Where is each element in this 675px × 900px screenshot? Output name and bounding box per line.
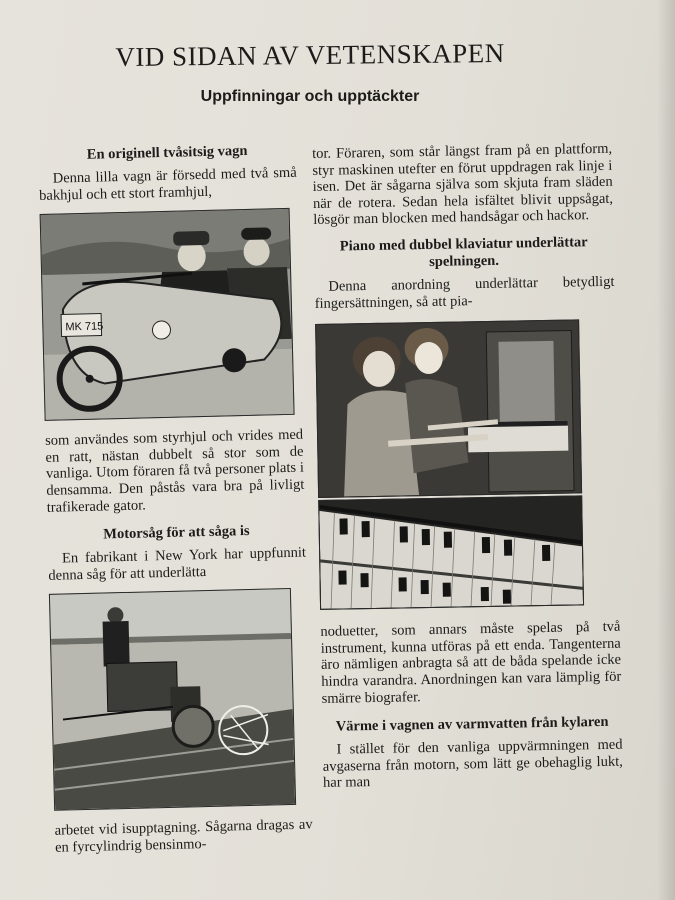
heading-two-seat-car: En originell tvåsitsig vagn [86,142,248,163]
photo-ice-saw [49,588,296,811]
page-subtitle: Uppfinningar och upptäckter [200,88,420,105]
heading-double-piano: Piano med dubbel klaviatur underlättar spelningen. [339,234,588,270]
photo-piano-players [315,320,582,499]
right-column [312,141,623,792]
double-piano-body: noduetter, som annars måste spelas på två instrument, kunna utföras på ett enda. Tangenterna äro nämligen anbragta så att de båda spelande icke hindra varandra. Anordningen kan vara lämplig för smärre biografer. [320,618,622,707]
license-plate-text: MK 715 [65,320,104,334]
double-keyboard-illustration [319,497,583,610]
double-piano-intro: Denna anordning underlättar betydligt fingersättningen, så att pia- [314,273,615,312]
heading-ice-saw: Motorsåg för att såga is [103,523,250,543]
radiator-heating-intro: I stället för den vanliga uppvärmningen med avgaserna från motorn, som lätt ge obehaglig lukt, har man [322,736,623,792]
ice-saw-body: arbetet vid isupptagning. Sågarna dragas av en fyrcylindrig bensinmo- [54,816,313,856]
ice-saw-illustration [50,589,295,810]
two-seat-car-intro: Denna lilla vagn är försedd med två små bakhjul och ett stort framhjul, [38,164,297,204]
page-title: VID SIDAN AV VETENSKAPEN [115,37,505,73]
piano-players-illustration [316,321,581,498]
three-wheel-car-illustration [41,209,294,420]
heading-radiator-heating: Värme i vagnen av varmvatten från kylaren [335,714,609,735]
photo-three-wheel-car [40,208,295,421]
two-seat-car-body: som användes som styrhjul och vrides med en ratt, nästan dubbelt så stor som de vanliga. Utom föraren få två personer plats i densamma. Den påstås vara bra på livligt trafikerade gator. [44,426,305,516]
ice-saw-continued: tor. Föraren, som står längst fram på en plattform, styr maskinen utefter en förut uppdragen rak linje i isen. Det är sågarna själva som skjuta fram släden när de rotera. Sedan hela isfältet blivit uppsågat, lösgör man blocken med handsågar och hackor. [312,140,614,229]
ice-saw-intro: En fabrikant i New York har uppfunnit denna såg för att underlätta [48,544,307,584]
photo-double-keyboard [318,495,584,610]
left-column [38,142,313,857]
page-edge-shadow [657,0,675,900]
